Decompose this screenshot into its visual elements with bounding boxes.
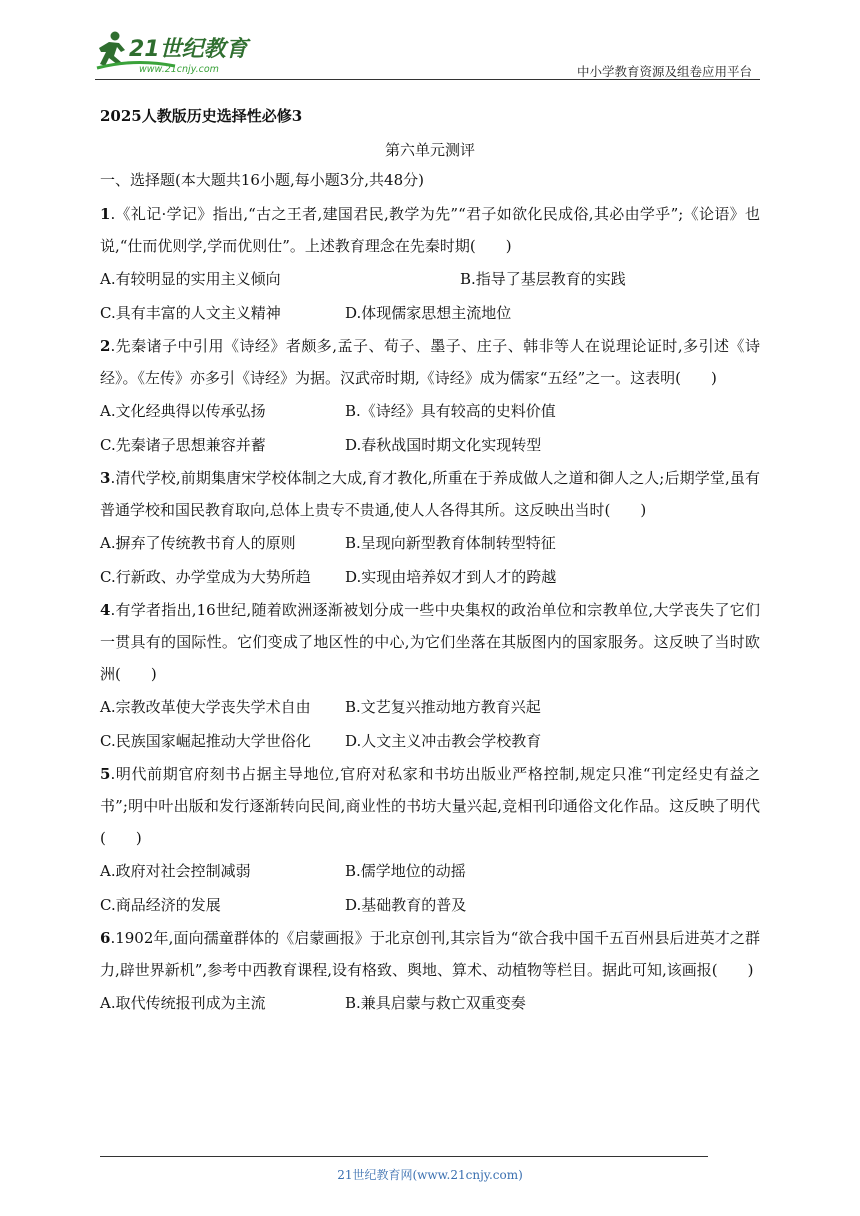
option-a[interactable]: A.文化经典得以传承弘扬 <box>100 402 266 420</box>
logo-url: www.21cnjy.com <box>139 64 219 75</box>
question-number: 1 <box>100 205 111 223</box>
question-stem: .清代学校,前期集唐宋学校体制之大成,育才教化,所重在于养成做人之道和御人之人;后期学堂,虽有普通学校和国民教育取向,总体上贵专不贵通,使人人各得其所。这反映出当时( ) <box>100 469 760 519</box>
option-c[interactable]: C.民族国家崛起推动大学世俗化 <box>100 732 311 750</box>
option-c[interactable]: C.行新政、办学堂成为大势所趋 <box>100 568 311 586</box>
option-b[interactable]: B.文艺复兴推动地方教育兴起 <box>345 698 541 716</box>
option-d[interactable]: D.人文主义冲击教会学校教育 <box>345 732 542 750</box>
document-title: 2025人教版历史选择性必修3 <box>100 107 303 125</box>
question-stem: .先秦诸子中引用《诗经》者颇多,孟子、荀子、墨子、庄子、韩非等人在说理论证时,多引述《诗经》。《左传》亦多引《诗经》为据。汉武帝时期,《诗经》成为儒家“五经”之一。这表明( ) <box>100 337 760 387</box>
unit-title: 第六单元测评 <box>384 141 475 159</box>
document-body <box>100 104 760 1020</box>
option-a[interactable]: A.取代传统报刊成为主流 <box>100 994 266 1012</box>
option-a[interactable]: A.有较明显的实用主义倾向 <box>100 270 281 288</box>
option-c[interactable]: C.先秦诸子思想兼容并蓄 <box>100 436 266 454</box>
platform-name: 中小学教育资源及组卷应用平台 <box>576 64 752 79</box>
option-c[interactable]: C.具有丰富的人文主义精神 <box>100 304 281 322</box>
option-b[interactable]: B.儒学地位的动摇 <box>345 862 466 880</box>
question-2 <box>100 330 760 462</box>
option-b[interactable]: B.《诗经》具有较高的史料价值 <box>345 402 556 420</box>
header-divider <box>95 79 760 80</box>
footer-link[interactable]: 21世纪教育网(www.21cnjy.com) <box>337 1168 523 1182</box>
question-number: 2 <box>100 337 111 355</box>
question-6 <box>100 922 760 1020</box>
question-3 <box>100 462 760 594</box>
question-stem: .《礼记·学记》指出,“古之王者,建国君民,教学为先”“君子如欲化民成俗,其必由学乎”;《论语》也说,“仕而优则学,学而优则仕”。上述教育理念在先秦时期( ) <box>100 205 760 255</box>
question-5 <box>100 758 760 922</box>
logo <box>95 28 265 76</box>
option-d[interactable]: D.春秋战国时期文化实现转型 <box>345 436 542 454</box>
option-b[interactable]: B.指导了基层教育的实践 <box>460 270 626 288</box>
section-heading: 一、选择题(本大题共16小题,每小题3分,共48分) <box>100 171 424 189</box>
question-stem: .有学者指出,16世纪,随着欧洲逐渐被划分成一些中央集权的政治单位和宗教单位,大学丧失了它们一贯具有的国际性。它们变成了地区性的中心,为它们坐落在其版图内的国家服务。这反映了当时欧洲( ) <box>100 601 760 683</box>
question-number: 4 <box>100 601 111 619</box>
option-b[interactable]: B.呈现向新型教育体制转型特征 <box>345 534 556 552</box>
logo-wordmark: 21世纪教育 <box>129 37 248 62</box>
option-d[interactable]: D.基础教育的普及 <box>345 896 467 914</box>
question-1 <box>100 198 760 330</box>
question-4 <box>100 594 760 758</box>
question-number: 3 <box>100 469 111 487</box>
option-b[interactable]: B.兼具启蒙与救亡双重变奏 <box>345 994 526 1012</box>
option-a[interactable]: A.政府对社会控制减弱 <box>100 862 251 880</box>
question-stem: .明代前期官府刻书占据主导地位,官府对私家和书坊出版业严格控制,规定只准“刊定经史有益之书”;明中叶出版和发行逐渐转向民间,商业性的书坊大量兴起,竞相刊印通俗文化作品。这反映了明代( ) <box>100 765 760 847</box>
option-d[interactable]: D.体现儒家思想主流地位 <box>345 304 512 322</box>
question-number: 5 <box>100 765 111 783</box>
option-a[interactable]: A.摒弃了传统教书育人的原则 <box>100 534 296 552</box>
page-header <box>95 28 760 80</box>
footer-divider <box>100 1156 708 1157</box>
option-c[interactable]: C.商品经济的发展 <box>100 896 221 914</box>
question-number: 6 <box>100 929 111 947</box>
option-d[interactable]: D.实现由培养奴才到人才的跨越 <box>345 568 557 586</box>
option-a[interactable]: A.宗教改革使大学丧失学术自由 <box>100 698 311 716</box>
runner-logo-icon <box>95 28 265 76</box>
question-stem: .1902年,面向孺童群体的《启蒙画报》于北京创刊,其宗旨为“欲合我中国千五百州县后进英才之群力,辟世界新机”,参考中西教育课程,设有格致、舆地、算术、动植物等栏目。据此可知,该画报( ) <box>100 929 760 979</box>
